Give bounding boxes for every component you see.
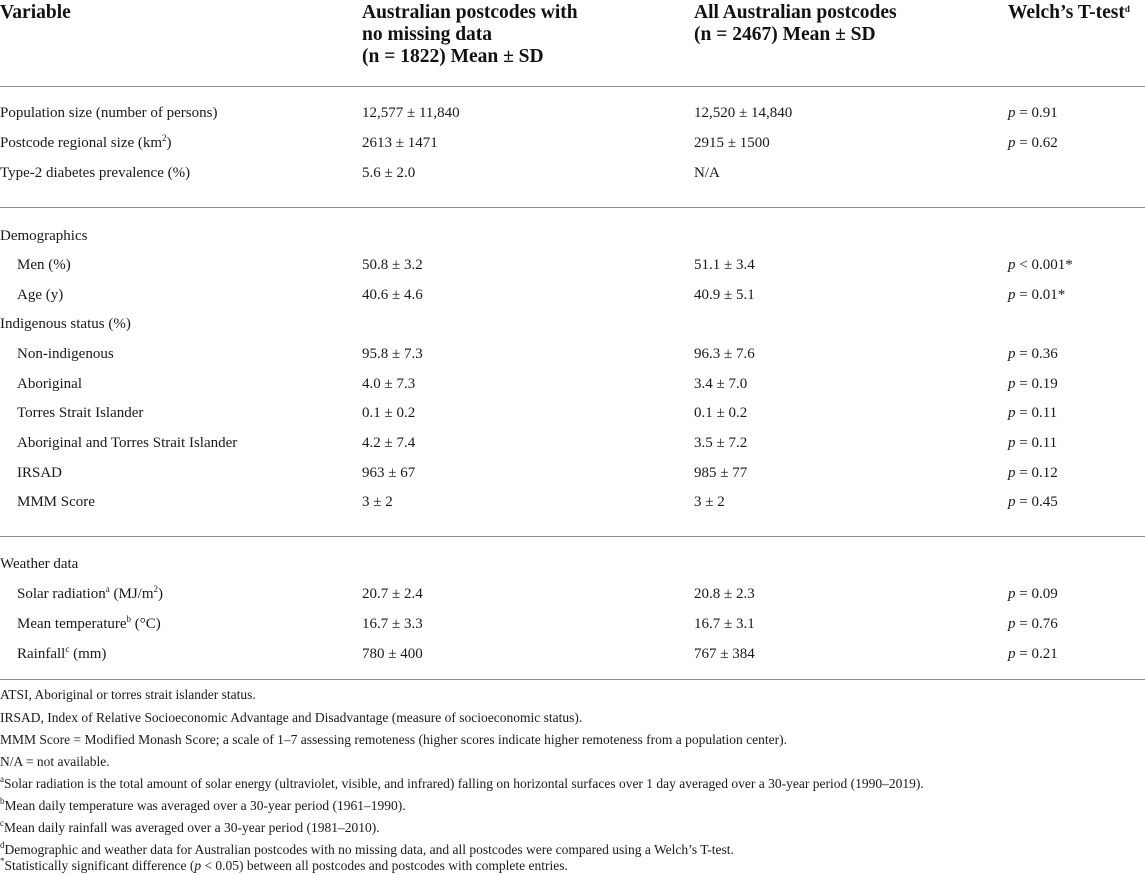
- row-mmm-label: MMM Score: [17, 494, 95, 510]
- row-diabetes-label: Type-2 diabetes prevalence (%): [0, 165, 191, 181]
- row-age-p: p = 0.01*: [1008, 287, 1066, 303]
- section-rule-2: [0, 536, 1145, 537]
- row-rain-p: p = 0.21: [1008, 646, 1058, 662]
- row-men-p: p < 0.001*: [1008, 257, 1073, 273]
- footnote-b: $^b$Mean daily temperature was averaged over a 30-year period (1961–1990).: [0, 796, 406, 813]
- footnote-atsi: ATSI, Aboriginal or torres strait islander status.: [0, 687, 256, 702]
- section-demographics: Demographics: [0, 228, 88, 244]
- row-irsad-label: IRSAD: [17, 465, 63, 481]
- row-mmm-p: p = 0.45: [1008, 494, 1058, 510]
- row-atsi-c1: 4.2 ± 7.4: [362, 435, 416, 451]
- row-aboriginal-c2: 3.4 ± 7.0: [694, 376, 748, 392]
- row-region-c1: 2613 ± 1471: [362, 135, 438, 151]
- row-region-p: p = 0.62: [1008, 135, 1058, 151]
- row-nonindigenous-c1: 95.8 ± 7.3: [362, 346, 423, 362]
- footnote-a: $^a$Solar radiation is the total amount of solar energy (ultraviolet, visible, and infrared) falling on horizontal surfaces over 1 day averaged over a 30-year period (1990–2019).: [0, 774, 924, 791]
- row-nonindigenous-c2: 96.3 ± 7.6: [694, 346, 755, 362]
- header-col2-line2: (n = 2467) Mean ± SD: [694, 24, 876, 45]
- row-irsad-c1: 963 ± 67: [362, 465, 416, 481]
- header-col1-line3: (n = 1822) Mean ± SD: [362, 46, 544, 67]
- header-variable: Variable: [0, 2, 71, 23]
- row-tsi-c1: 0.1 ± 0.2: [362, 405, 416, 421]
- row-irsad-c2: 985 ± 77: [694, 465, 748, 481]
- header-rule: [0, 86, 1145, 87]
- row-temp-label: Mean temperature$^b$ (°C): [17, 614, 161, 632]
- row-solar-p: p = 0.09: [1008, 586, 1058, 602]
- row-rain-c2: 767 ± 384: [694, 646, 755, 662]
- table-bottom-rule: [0, 679, 1145, 680]
- row-nonindigenous-p: p = 0.36: [1008, 346, 1058, 362]
- row-men-label: Men (%): [17, 257, 71, 273]
- row-atsi-c2: 3.5 ± 7.2: [694, 435, 748, 451]
- row-temp-p: p = 0.76: [1008, 616, 1058, 632]
- row-nonindigenous-label: Non-indigenous: [17, 346, 114, 362]
- section-weather: Weather data: [0, 556, 79, 572]
- header-col1-line1: Australian postcodes with: [362, 2, 578, 23]
- header-col2-line1: All Australian postcodes: [694, 2, 897, 23]
- row-atsi-label: Aboriginal and Torres Strait Islander: [17, 435, 238, 451]
- row-atsi-p: p = 0.11: [1008, 435, 1058, 451]
- row-diabetes-c2: N/A: [694, 165, 720, 181]
- row-population-label: Population size (number of persons): [0, 105, 218, 121]
- header-col1-line2: no missing data: [362, 24, 493, 45]
- row-region-label: Postcode regional size $(km^2)$: [0, 133, 172, 151]
- footnote-d: $^d$Demographic and weather data for Australian postcodes with no missing data, and all postcodes were compared using a Welch’s T-test.: [0, 840, 734, 857]
- footnote-irsad: IRSAD, Index of Relative Socioeconomic Advantage and Disadvantage (measure of socioeconomic status).: [0, 710, 583, 725]
- row-aboriginal-label: Aboriginal: [17, 376, 82, 392]
- footnote-c: $^c$Mean daily rainfall was averaged over a 30-year period (1981–2010).: [0, 818, 380, 835]
- header-col3-text: Welch’s T-test: [1008, 2, 1125, 23]
- row-irsad-p: p = 0.12: [1008, 465, 1058, 481]
- row-men-c1: 50.8 ± 3.2: [362, 257, 423, 273]
- row-mmm-c1: 3 ± 2: [362, 494, 393, 510]
- row-temp-c2: 16.7 ± 3.1: [694, 616, 755, 632]
- row-tsi-p: p = 0.11: [1008, 405, 1058, 421]
- row-solar-c2: 20.8 ± 2.3: [694, 586, 755, 602]
- row-population-c2: 12,520 ± 14,840: [694, 105, 793, 121]
- row-temp-c1: 16.7 ± 3.3: [362, 616, 423, 632]
- section-indigenous: Indigenous status (%): [0, 316, 131, 332]
- header-col3: [1008, 2, 1130, 24]
- footnote-na: N/A = not available.: [0, 754, 110, 769]
- row-mmm-c2: 3 ± 2: [694, 494, 725, 510]
- row-age-c2: 40.9 ± 5.1: [694, 287, 755, 303]
- row-solar-label: Solar radiation$^a$ $(MJ/m^2)$: [17, 584, 163, 602]
- row-men-c2: 51.1 ± 3.4: [694, 257, 755, 273]
- row-tsi-c2: 0.1 ± 0.2: [694, 405, 748, 421]
- footnote-mmm: MMM Score = Modified Monash Score; a scale of 1–7 assessing remoteness (higher scores indicate higher remoteness from a population center).: [0, 732, 788, 747]
- row-population-c1: 12,577 ± 11,840: [362, 105, 460, 121]
- footnote-star: *Statistically significant difference (p < 0.05) between all postcodes and postcodes with complete entries.: [0, 856, 568, 873]
- row-aboriginal-c1: 4.0 ± 7.3: [362, 376, 416, 392]
- section-rule-1: [0, 207, 1145, 208]
- row-region-c2: 2915 ± 1500: [694, 135, 770, 151]
- row-solar-c1: 20.7 ± 2.4: [362, 586, 423, 602]
- row-age-label: Age (y): [17, 287, 64, 303]
- row-diabetes-c1: 5.6 ± 2.0: [362, 165, 416, 181]
- row-population-p: p = 0.91: [1008, 105, 1058, 121]
- row-tsi-label: Torres Strait Islander: [17, 405, 144, 421]
- row-rain-label: Rainfall$^c$ (mm): [17, 644, 107, 662]
- row-rain-c1: 780 ± 400: [362, 646, 423, 662]
- row-age-c1: 40.6 ± 4.6: [362, 287, 423, 303]
- row-aboriginal-p: p = 0.19: [1008, 376, 1058, 392]
- header-col3-sup: d: [1124, 4, 1130, 14]
